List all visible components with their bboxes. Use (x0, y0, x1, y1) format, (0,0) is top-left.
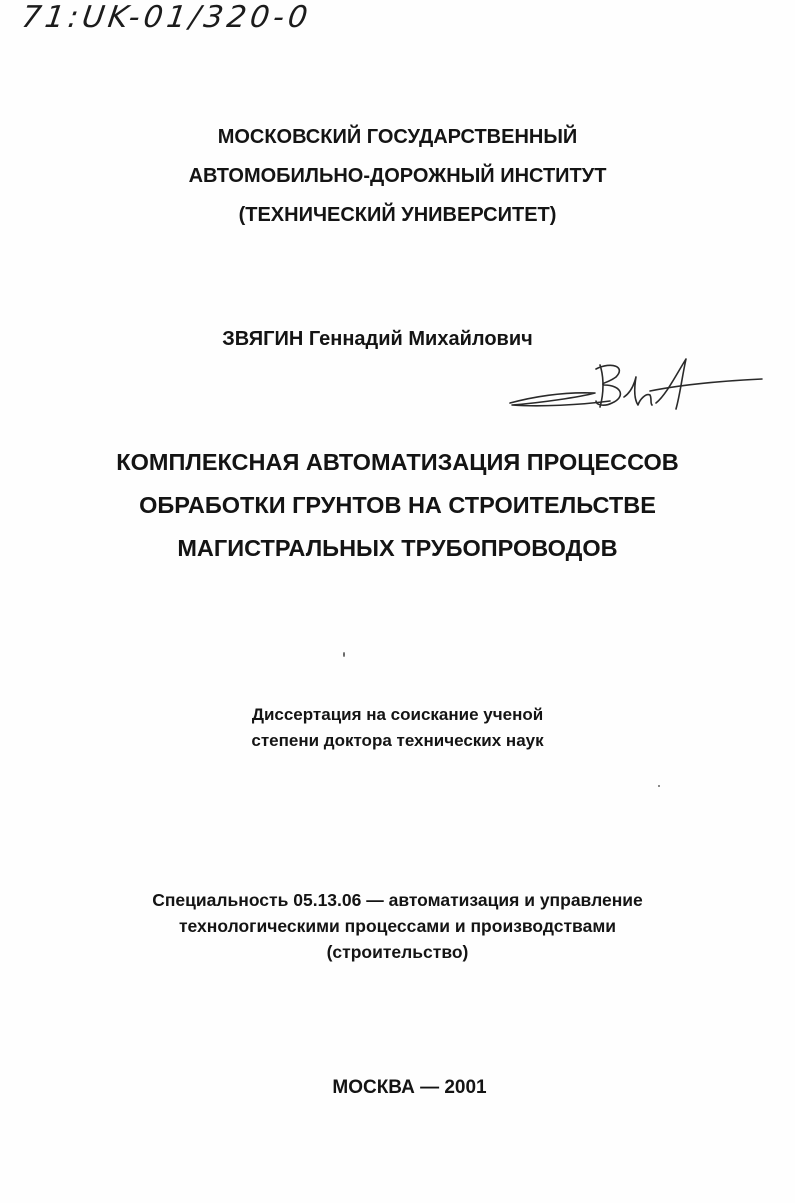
institute-line-1: МОСКОВСКИЙ ГОСУДАРСТВЕННЫЙ (217, 126, 578, 148)
institute-name (0, 118, 795, 235)
institute-line-3: (ТЕХНИЧЕСКИЙ УНИВЕРСИТЕТ) (238, 204, 557, 226)
specialty-line-3: (строительство) (326, 942, 469, 962)
dissertation-title (0, 441, 795, 570)
institute-line-2: АВТОМОБИЛЬНО-ДОРОЖНЫЙ ИНСТИТУТ (188, 165, 607, 187)
author-signature (500, 355, 770, 425)
scan-speck (658, 785, 660, 787)
degree-line-1: Диссертация на соискание ученой (251, 705, 544, 724)
handwritten-archive-code: 71:UK-01/320-0 (19, 0, 314, 35)
degree-line-2: степени доктора технических наук (251, 731, 544, 750)
specialty-line-1: Специальность 05.13.06 — автоматизация и управление (152, 890, 643, 910)
specialty-statement (0, 887, 795, 965)
title-line-1: КОМПЛЕКСНАЯ АВТОМАТИЗАЦИЯ ПРОЦЕССОВ (116, 449, 679, 475)
title-line-2: ОБРАБОТКИ ГРУНТОВ НА СТРОИТЕЛЬСТВЕ (139, 492, 656, 518)
scan-speck (343, 652, 345, 657)
title-line-3: МАГИСТРАЛЬНЫХ ТРУБОПРОВОДОВ (177, 535, 618, 561)
author-name: ЗВЯГИН Геннадий Михайлович (222, 328, 533, 350)
city-year: МОСКВА — 2001 (332, 1077, 487, 1098)
specialty-line-2: технологическими процессами и производствами (178, 916, 617, 936)
degree-statement (0, 702, 795, 754)
